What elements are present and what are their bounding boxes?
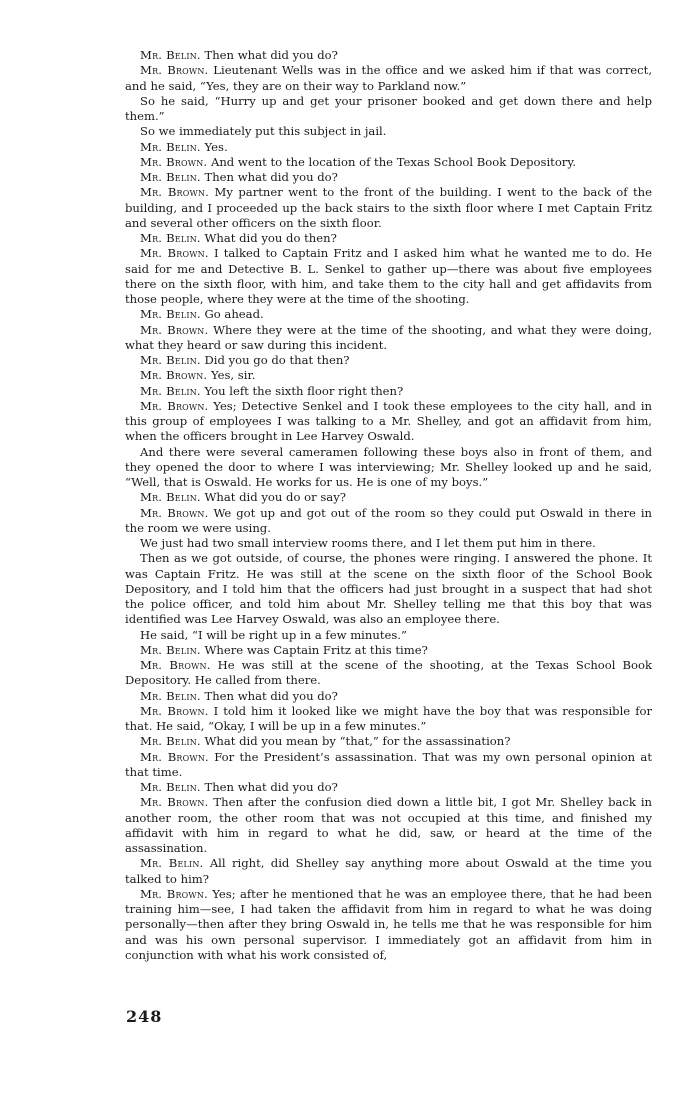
paragraph-text: Yes. <box>204 139 228 154</box>
transcript-paragraph <box>125 48 652 63</box>
transcript-paragraph <box>125 246 652 307</box>
speaker-label: Mr. Belin. <box>140 490 201 505</box>
paragraph-text: For the President’s assassination. That was my own personal opinion at that time. <box>125 749 652 779</box>
speaker-label: Mr. Belin. <box>140 170 201 184</box>
transcript-paragraph <box>125 490 652 505</box>
transcript-paragraph <box>125 734 652 749</box>
paragraph-text: What did you do or say? <box>204 490 346 505</box>
speaker-label: Mr. Belin. <box>140 780 201 794</box>
transcript-paragraph <box>125 124 652 139</box>
transcript-paragraph <box>125 155 652 170</box>
speaker-label: Mr. Brown. <box>140 246 209 261</box>
transcript-paragraph <box>125 780 652 795</box>
paragraph-text: Then as we got outside, of course, the phones were ringing. I answered the phone. It was Captain Fritz. He was still at the scene on the sixth floor of the School Book Depository, and I told him that the officers had just brought in a suspect that had shot the police officer, and told him about Mr. Shelley telling me that this boy that was identified was Lee Harvey Oswald, was also an employee there. <box>125 551 652 627</box>
transcript-paragraph <box>125 368 652 383</box>
transcript-paragraph <box>125 353 652 368</box>
paragraph-text: Then what did you do? <box>204 688 338 703</box>
transcript-paragraph <box>125 94 652 125</box>
paragraph-text: Yes; after he mentioned that he was an employee there, that he had been training him—see, I had taken the affidavit from him in regard to what he was doing personally—then after they bring Oswald in, he tells me that he was responsible for him and was his own personal supervisor. I immediately got an affidavit from him in conjunction with what his work consisted of, <box>125 886 652 962</box>
transcript-paragraph <box>125 887 652 963</box>
transcript-paragraph <box>125 63 652 94</box>
paragraph-text: We got up and got out of the room so they could put Oswald in there in the room we were using. <box>125 505 652 535</box>
transcript-paragraph <box>125 140 652 155</box>
speaker-label: Mr. Brown. <box>140 505 209 520</box>
paragraph-text: You left the sixth floor right then? <box>204 383 404 398</box>
transcript-paragraph <box>125 506 652 537</box>
page-number: 248 <box>126 1007 163 1026</box>
speaker-label: Mr. Brown. <box>140 658 211 672</box>
speaker-label: Mr. Brown. <box>140 398 209 413</box>
paragraph-text: Then what did you do? <box>204 780 338 794</box>
transcript-paragraph <box>125 323 652 354</box>
transcript-column <box>125 48 652 963</box>
speaker-label: Mr. Belin. <box>140 48 201 62</box>
paragraph-text: What did you mean by “that,” for the assassination? <box>204 734 511 749</box>
speaker-label: Mr. Brown. <box>140 154 208 169</box>
transcript-paragraph <box>125 307 652 322</box>
paragraph-text: What did you do then? <box>204 231 337 245</box>
transcript-paragraph <box>125 704 652 735</box>
transcript-paragraph <box>125 643 652 658</box>
paragraph-text: So he said, “Hurry up and get your prisoner booked and get down there and help them.” <box>125 93 652 123</box>
paragraph-text: And there were several cameramen following these boys also in front of them, and they opened the door to where I was interviewing; Mr. Shelley looked up and he said, “Well, that is Oswald. He works for us. He is one of my boys.” <box>125 444 652 489</box>
speaker-label: Mr. Brown. <box>140 63 209 78</box>
transcript-paragraph <box>125 551 652 627</box>
paragraph-text: Go ahead. <box>204 307 264 322</box>
transcript-paragraph <box>125 231 652 246</box>
paragraph-text: So we immediately put this subject in jail. <box>140 124 387 139</box>
transcript-paragraph <box>125 399 652 445</box>
paragraph-text: Yes, sir. <box>210 368 256 383</box>
transcript-paragraph <box>125 658 652 689</box>
transcript-paragraph <box>125 445 652 491</box>
paragraph-text: Then what did you do? <box>204 48 338 62</box>
speaker-label: Mr. Brown. <box>140 749 209 764</box>
transcript-paragraph <box>125 795 652 856</box>
speaker-label: Mr. Belin. <box>140 734 201 749</box>
paragraph-text: All right, did Shelley say anything more about Oswald at the time you talked to him? <box>125 856 652 886</box>
paragraph-text: We just had two small interview rooms there, and I let them put him in there. <box>140 536 596 550</box>
speaker-label: Mr. Belin. <box>140 688 201 703</box>
paragraph-text: Then what did you do? <box>204 170 338 184</box>
paragraph-text: Did you go do that then? <box>204 353 350 367</box>
transcript-paragraph <box>125 689 652 704</box>
speaker-label: Mr. Brown. <box>140 795 209 810</box>
transcript-paragraph <box>125 536 652 551</box>
speaker-label: Mr. Brown. <box>140 703 209 718</box>
transcript-paragraph <box>125 384 652 399</box>
transcript-paragraph <box>125 750 652 781</box>
paragraph-text: Yes; Detective Senkel and I took these employees to the city hall, and in this group of employees I was talking to a Mr. Shelley, and got an affidavit from him, when the officers brought in Lee Harvey Oswald. <box>125 398 652 444</box>
paragraph-text: Then after the confusion died down a little bit, I got Mr. Shelley back in another room, the other room that was not occupied at this time, and finished my affidavit with him in regard to what he did, saw, or heard at the time of the assassination. <box>125 795 653 855</box>
speaker-label: Mr. Belin. <box>140 231 201 245</box>
paragraph-text: I told him it looked like we might have the boy that was responsible for that. He said, “Okay, I will be up in a few minutes.” <box>125 703 653 733</box>
speaker-label: Mr. Brown. <box>140 886 208 901</box>
speaker-label: Mr. Belin. <box>140 383 201 398</box>
transcript-paragraph <box>125 628 652 643</box>
paragraph-text: Where was Captain Fritz at this time? <box>204 642 428 657</box>
paragraph-text: My partner went to the front of the building. I went to the back of the building, and I proceeded up the back stairs to the sixth floor where I met Captain Fritz and several other officers on the sixth floor. <box>125 185 653 230</box>
paragraph-text: He said, “I will be right up in a few minutes.” <box>140 627 407 642</box>
speaker-label: Mr. Belin. <box>140 353 201 367</box>
transcript-paragraph <box>125 856 652 887</box>
paragraph-text: And went to the location of the Texas School Book Depository. <box>210 154 577 169</box>
paragraph-text: I talked to Captain Fritz and I asked him what he wanted me to do. He said for me and Detective B. L. Senkel to gather up—there was about five employees there on the sixth floor, with him, and take them to the city hall and get affidavits from those people, where they were at the time of the shooting. <box>125 246 653 306</box>
speaker-label: Mr. Brown. <box>140 322 209 337</box>
speaker-label: Mr. Belin. <box>140 139 201 154</box>
paragraph-text: Where they were at the time of the shooting, and what they were doing, what they heard or saw during this incident. <box>125 322 653 352</box>
speaker-label: Mr. Brown. <box>140 185 210 200</box>
paragraph-text: He was still at the scene of the shooting, at the Texas School Book Depository. He called from there. <box>125 658 652 688</box>
speaker-label: Mr. Brown. <box>140 368 208 383</box>
paragraph-text: Lieutenant Wells was in the office and we asked him if that was correct, and he said, “Yes, they are on their way to Parkland now.” <box>125 63 652 93</box>
transcript-paragraph <box>125 170 652 185</box>
speaker-label: Mr. Belin. <box>140 856 204 871</box>
speaker-label: Mr. Belin. <box>140 307 201 322</box>
transcript-paragraph <box>125 185 652 231</box>
speaker-label: Mr. Belin. <box>140 642 201 657</box>
